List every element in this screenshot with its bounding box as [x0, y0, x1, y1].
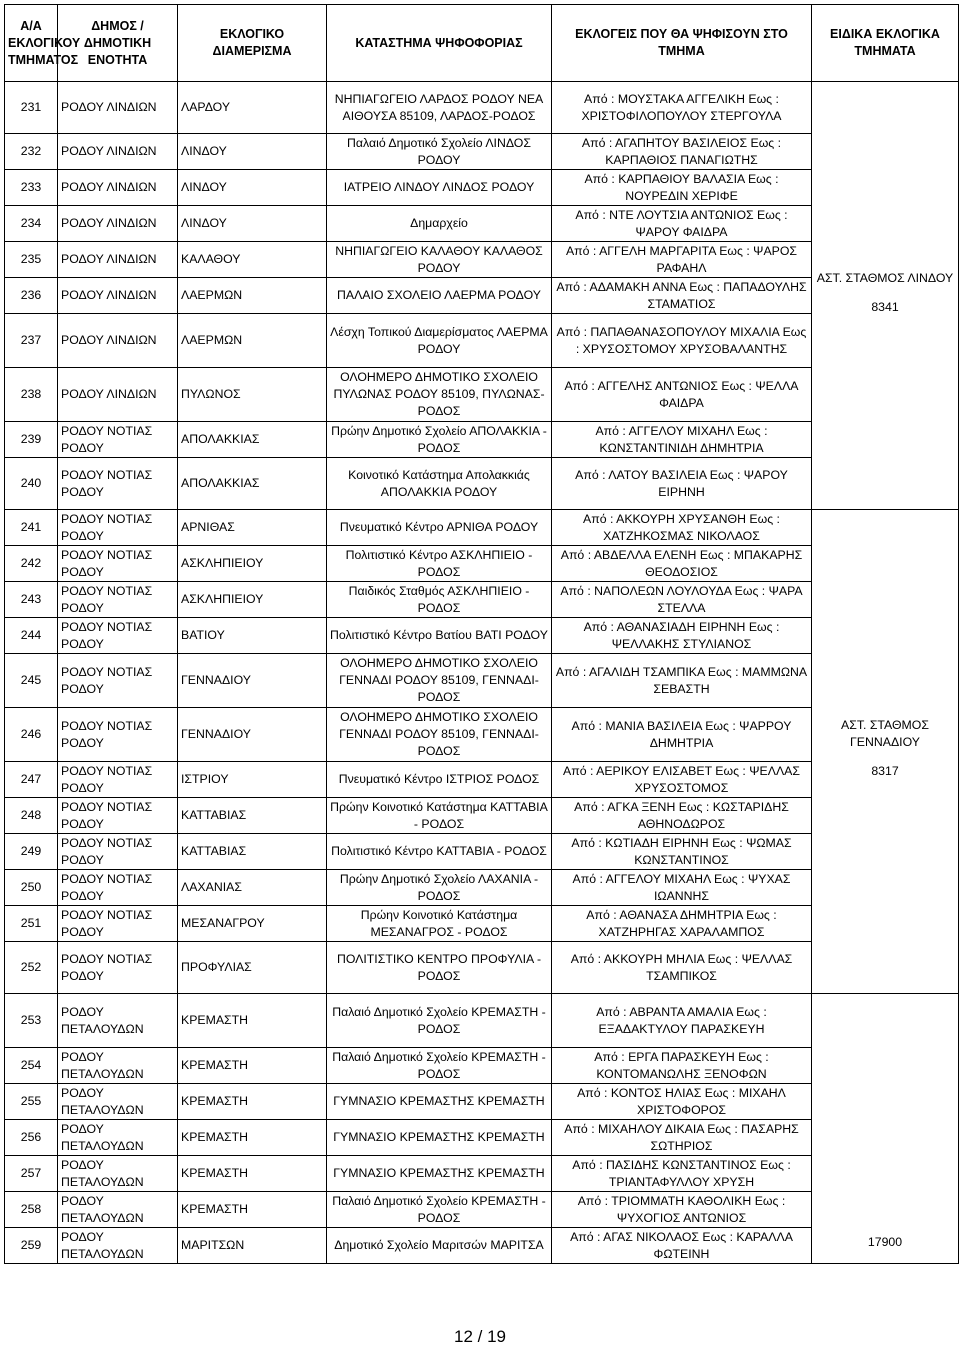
header-eidika: ΕΙΔΙΚΑ ΕΚΛΟΓΙΚΑ ΤΜΗΜΑΤΑ — [812, 5, 959, 82]
section-number: 238 — [5, 368, 58, 422]
municipality-cell: ΡΟΔΟΥ ΝΟΤΙΑΣ ΡΟΔΟΥ — [58, 510, 178, 546]
section-number: 236 — [5, 278, 58, 314]
section-number: 252 — [5, 942, 58, 994]
municipality-cell: ΡΟΔΟΥ ΠΕΤΑΛΟΥΔΩΝ — [58, 1228, 178, 1264]
section-number: 245 — [5, 654, 58, 708]
district-cell: ΛΑΡΔΟΥ — [178, 82, 327, 134]
section-number: 251 — [5, 906, 58, 942]
polling-place-cell: ΝΗΠΙΑΓΩΓΕΙΟ ΚΑΛΑΘΟΥ ΚΑΛΑΘΟΣ ΡΟΔΟΥ — [327, 242, 552, 278]
section-number: 250 — [5, 870, 58, 906]
voters-range-cell: Από : ΑΓΚΑ ΞΕΝΗ Εως : ΚΩΣΤΑΡΙΔΗΣ ΑΘΗΝΟΔΩΡΟΣ — [552, 798, 812, 834]
district-cell: ΜΑΡΙΤΣΩΝ — [178, 1228, 327, 1264]
voters-range-cell: Από : ΜΟΥΣΤΑΚΑ ΑΓΓΕΛΙΚΗ Εως : ΧΡΙΣΤΟΦΙΛΟΠΟΥΛΟΥ ΣΤΕΡΓΟΥΛΑ — [552, 82, 812, 134]
special-section-label: ΑΣΤ. ΣΤΑΘΜΟΣ ΛΙΝΔΟΥ — [816, 270, 954, 285]
polling-place-cell: Πρώην Κοινοτικό Κατάστημα ΜΕΣΑΝΑΓΡΟΣ - ΡΟΔΟΣ — [327, 906, 552, 942]
municipality-cell: ΡΟΔΟΥ ΠΕΤΑΛΟΥΔΩΝ — [58, 1120, 178, 1156]
section-number: 248 — [5, 798, 58, 834]
municipality-cell: ΡΟΔΟΥ ΠΕΤΑΛΟΥΔΩΝ — [58, 1084, 178, 1120]
page-number: 12 / 19 — [454, 1327, 506, 1346]
voters-range-cell: Από : ΑΓΑΣ ΝΙΚΟΛΑΟΣ Εως : ΚΑΡΑΛΛΑ ΦΩΤΕΙΝΗ — [552, 1228, 812, 1264]
voters-range-cell: Από : ΚΩΤΙΑΔΗ ΕΙΡΗΝΗ Εως : ΨΩΜΑΣ ΚΩΝΣΤΑΝΤΙΝΟΣ — [552, 834, 812, 870]
voters-range-cell: Από : ΑΓΓΕΛΟΥ ΜΙΧΑΗΛ Εως : ΨΥΧΑΣ ΙΩΑΝΝΗΣ — [552, 870, 812, 906]
section-number: 244 — [5, 618, 58, 654]
district-cell: ΚΡΕΜΑΣΤΗ — [178, 1156, 327, 1192]
district-cell: ΛΙΝΔΟΥ — [178, 206, 327, 242]
table-header-row — [5, 5, 959, 82]
special-section-cell — [812, 82, 959, 510]
section-number: 253 — [5, 994, 58, 1048]
municipality-cell: ΡΟΔΟΥ ΛΙΝΔΙΩΝ — [58, 242, 178, 278]
municipality-cell: ΡΟΔΟΥ ΛΙΝΔΙΩΝ — [58, 314, 178, 368]
district-cell: ΛΑΧΑΝΙΑΣ — [178, 870, 327, 906]
municipality-cell: ΡΟΔΟΥ ΝΟΤΙΑΣ ΡΟΔΟΥ — [58, 618, 178, 654]
district-cell: ΚΑΤΤΑΒΙΑΣ — [178, 798, 327, 834]
voters-range-cell: Από : ΠΑΠΑΘΑΝΑΣΟΠΟΥΛΟΥ ΜΙΧΑΛΙΑ Εως : ΧΡΥΣΟΣΤΟΜΟΥ ΧΡΥΣΟΒΑΛΑΝΤΗΣ — [552, 314, 812, 368]
district-cell: ΛΙΝΔΟΥ — [178, 134, 327, 170]
voters-range-cell: Από : ΝΑΠΟΛΕΩΝ ΛΟΥΛΟΥΔΑ Εως : ΨΑΡΑ ΣΤΕΛΛΑ — [552, 582, 812, 618]
voters-range-cell: Από : ΝΤΕ ΛΟΥΤΣΙΑ ΑΝΤΩΝΙΟΣ Εως : ΨΑΡΟΥ ΦΑΙΔΡΑ — [552, 206, 812, 242]
special-section-cell — [812, 994, 959, 1264]
polling-place-cell: Πρώην Κοινοτικό Κατάστημα ΚΑΤΤΑΒΙΑ - ΡΟΔΟΣ — [327, 798, 552, 834]
polling-place-cell: Πολιτιστικό Κέντρο Βατίου ΒΑΤΙ ΡΟΔΟΥ — [327, 618, 552, 654]
polling-place-cell: Παλαιό Δημοτικό Σχολείο ΚΡΕΜΑΣΤΗ - ΡΟΔΟΣ — [327, 1048, 552, 1084]
municipality-cell: ΡΟΔΟΥ ΝΟΤΙΑΣ ΡΟΔΟΥ — [58, 582, 178, 618]
voters-range-cell: Από : ΛΑΤΟΥ ΒΑΣΙΛΕΙΑ Εως : ΨΑΡΟΥ ΕΙΡΗΝΗ — [552, 458, 812, 510]
special-section-code: 8317 — [871, 764, 899, 778]
voters-range-cell: Από : ΑΒΡΑΝΤΑ ΑΜΑΛΙΑ Εως : ΕΞΑΔΑΚΤΥΛΟΥ ΠΑΡΑΣΚΕΥΗ — [552, 994, 812, 1048]
district-cell: ΑΣΚΛΗΠΙΕΙΟΥ — [178, 582, 327, 618]
section-number: 233 — [5, 170, 58, 206]
header-ekloges: ΕΚΛΟΓΕΙΣ ΠΟΥ ΘΑ ΨΗΦΙΣΟΥΝ ΣΤΟ ΤΜΗΜΑ — [552, 5, 812, 82]
section-number: 256 — [5, 1120, 58, 1156]
municipality-cell: ΡΟΔΟΥ ΛΙΝΔΙΩΝ — [58, 82, 178, 134]
voters-range-cell: Από : ΑΚΚΟΥΡΗ ΧΡΥΣΑΝΘΗ Εως : ΧΑΤΖΗΚΟΣΜΑΣ ΝΙΚΟΛΑΟΣ — [552, 510, 812, 546]
polling-place-cell: ΠΟΛΙΤΙΣΤΙΚΟ ΚΕΝΤΡΟ ΠΡΟΦΥΛΙΑ - ΡΟΔΟΣ — [327, 942, 552, 994]
municipality-cell: ΡΟΔΟΥ ΝΟΤΙΑΣ ΡΟΔΟΥ — [58, 422, 178, 458]
polling-place-cell: Πνευματικό Κέντρο ΙΣΤΡΙΟΣ ΡΟΔΟΣ — [327, 762, 552, 798]
header-diamerisma: ΕΚΛΟΓΙΚΟ ΔΙΑΜΕΡΙΣΜΑ — [178, 5, 327, 82]
district-cell: ΛΙΝΔΟΥ — [178, 170, 327, 206]
municipality-cell: ΡΟΔΟΥ ΠΕΤΑΛΟΥΔΩΝ — [58, 994, 178, 1048]
voters-range-cell: Από : ΑΓΑΛΙΔΗ ΤΣΑΜΠΙΚΑ Εως : ΜΑΜΜΩΝΑ ΣΕΒΑΣΤΗ — [552, 654, 812, 708]
voters-range-cell: Από : ΑΓΓΕΛΗ ΜΑΡΓΑΡΙΤΑ Εως : ΨΑΡΟΣ ΡΑΦΑΗΛ — [552, 242, 812, 278]
district-cell: ΚΡΕΜΑΣΤΗ — [178, 1084, 327, 1120]
table-body — [5, 82, 959, 1264]
municipality-cell: ΡΟΔΟΥ ΛΙΝΔΙΩΝ — [58, 206, 178, 242]
district-cell: ΠΥΛΩΝΟΣ — [178, 368, 327, 422]
district-cell: ΛΑΕΡΜΩΝ — [178, 278, 327, 314]
polling-place-cell: Παλαιό Δημοτικό Σχολείο ΚΡΕΜΑΣΤΗ - ΡΟΔΟΣ — [327, 1192, 552, 1228]
section-number: 237 — [5, 314, 58, 368]
municipality-cell: ΡΟΔΟΥ ΛΙΝΔΙΩΝ — [58, 170, 178, 206]
polling-place-cell: Πνευματικό Κέντρο ΑΡΝΙΘΑ ΡΟΔΟΥ — [327, 510, 552, 546]
district-cell: ΚΡΕΜΑΣΤΗ — [178, 1120, 327, 1156]
voters-range-cell: Από : ΜΑΝΙΑ ΒΑΣΙΛΕΙΑ Εως : ΨΑΡΡΟΥ ΔΗΜΗΤΡΙΑ — [552, 708, 812, 762]
municipality-cell: ΡΟΔΟΥ ΝΟΤΙΑΣ ΡΟΔΟΥ — [58, 708, 178, 762]
table-row — [5, 82, 959, 134]
section-number: 235 — [5, 242, 58, 278]
municipality-cell: ΡΟΔΟΥ ΝΟΤΙΑΣ ΡΟΔΟΥ — [58, 546, 178, 582]
municipality-cell: ΡΟΔΟΥ ΠΕΤΑΛΟΥΔΩΝ — [58, 1156, 178, 1192]
polling-place-cell: ΓΥΜΝΑΣΙΟ ΚΡΕΜΑΣΤΗΣ ΚΡΕΜΑΣΤΗ — [327, 1156, 552, 1192]
section-number: 242 — [5, 546, 58, 582]
district-cell: ΛΑΕΡΜΩΝ — [178, 314, 327, 368]
municipality-cell: ΡΟΔΟΥ ΛΙΝΔΙΩΝ — [58, 134, 178, 170]
section-number: 231 — [5, 82, 58, 134]
header-dimos: ΔΗΜΟΣ / ΔΗΜΟΤΙΚΗ ΕΝΟΤΗΤΑ — [58, 5, 178, 82]
polling-place-cell: Λέσχη Τοπικού Διαμερίσματος ΛΑΕΡΜΑ ΡΟΔΟΥ — [327, 314, 552, 368]
municipality-cell: ΡΟΔΟΥ ΠΕΤΑΛΟΥΔΩΝ — [58, 1192, 178, 1228]
voters-range-cell: Από : ΚΑΡΠΑΘΙΟΥ ΒΑΛΑΣΙΑ Εως : ΝΟΥΡΕΔΙΝ ΧΕΡΙΦΕ — [552, 170, 812, 206]
municipality-cell: ΡΟΔΟΥ ΝΟΤΙΑΣ ΡΟΔΟΥ — [58, 834, 178, 870]
municipality-cell: ΡΟΔΟΥ ΛΙΝΔΙΩΝ — [58, 278, 178, 314]
voters-range-cell: Από : ΑΒΔΕΛΛΑ ΕΛΕΝΗ Εως : ΜΠΑΚΑΡΗΣ ΘΕΟΔΟΣΙΟΣ — [552, 546, 812, 582]
polling-place-cell: Δημαρχείο — [327, 206, 552, 242]
special-section-code: 8341 — [871, 299, 899, 314]
polling-stations-table — [4, 4, 959, 1264]
voters-range-cell: Από : ΑΚΚΟΥΡΗ ΜΗΛΙΑ Εως : ΨΕΛΛΑΣ ΤΣΑΜΠΙΚΟΣ — [552, 942, 812, 994]
section-number: 249 — [5, 834, 58, 870]
section-number: 257 — [5, 1156, 58, 1192]
polling-place-cell: ΟΛΟΗΜΕΡΟ ΔΗΜΟΤΙΚΟ ΣΧΟΛΕΙΟ ΠΥΛΩΝΑΣ ΡΟΔΟΥ 85109, ΠΥΛΩΝΑΣ-ΡΟΔΟΣ — [327, 368, 552, 422]
polling-place-cell: Κοινοτικό Κατάστημα Απολακκιάς ΑΠΟΛΑΚΚΙΑ ΡΟΔΟΥ — [327, 458, 552, 510]
voters-range-cell: Από : ΠΑΣΙΔΗΣ ΚΩΝΣΤΑΝΤΙΝΟΣ Εως : ΤΡΙΑΝΤΑΦΥΛΛΟΥ ΧΡΥΣΗ — [552, 1156, 812, 1192]
section-number: 234 — [5, 206, 58, 242]
polling-place-cell: Πολιτιστικό Κέντρο ΑΣΚΛΗΠΙΕΙΟ - ΡΟΔΟΣ — [327, 546, 552, 582]
district-cell: ΠΡΟΦΥΛΙΑΣ — [178, 942, 327, 994]
section-number: 240 — [5, 458, 58, 510]
municipality-cell: ΡΟΔΟΥ ΠΕΤΑΛΟΥΔΩΝ — [58, 1048, 178, 1084]
polling-place-cell: Παλαιό Δημοτικό Σχολείο ΚΡΕΜΑΣΤΗ - ΡΟΔΟΣ — [327, 994, 552, 1048]
table-row — [5, 994, 959, 1048]
polling-place-cell: Δημοτικό Σχολείο Μαριτσών ΜΑΡΙΤΣΑ — [327, 1228, 552, 1264]
district-cell: ΙΣΤΡΙΟΥ — [178, 762, 327, 798]
polling-place-cell: ΙΑΤΡΕΙΟ ΛΙΝΔΟΥ ΛΙΝΔΟΣ ΡΟΔΟΥ — [327, 170, 552, 206]
section-number: 255 — [5, 1084, 58, 1120]
district-cell: ΚΑΛΑΘΟΥ — [178, 242, 327, 278]
polling-place-cell: ΟΛΟΗΜΕΡΟ ΔΗΜΟΤΙΚΟ ΣΧΟΛΕΙΟ ΓΕΝΝΑΔΙ ΡΟΔΟΥ 85109, ΓΕΝΝΑΔΙ-ΡΟΔΟΣ — [327, 654, 552, 708]
section-number: 246 — [5, 708, 58, 762]
section-number: 239 — [5, 422, 58, 458]
voters-range-cell: Από : ΑΓΓΕΛΗΣ ΑΝΤΩΝΙΟΣ Εως : ΨΕΛΛΑ ΦΑΙΔΡΑ — [552, 368, 812, 422]
voters-range-cell: Από : ΑΘΑΝΑΣΑ ΔΗΜΗΤΡΙΑ Εως : ΧΑΤΖΗΡΗΓΑΣ ΧΑΡΑΛΑΜΠΟΣ — [552, 906, 812, 942]
district-cell: ΓΕΝΝΑΔΙΟΥ — [178, 708, 327, 762]
municipality-cell: ΡΟΔΟΥ ΛΙΝΔΙΩΝ — [58, 368, 178, 422]
polling-place-cell: Παλαιό Δημοτικό Σχολείο ΛΙΝΔΟΣ ΡΟΔΟΥ — [327, 134, 552, 170]
district-cell: ΚΡΕΜΑΣΤΗ — [178, 994, 327, 1048]
special-section-code: 17900 — [867, 1235, 903, 1249]
district-cell: ΚΡΕΜΑΣΤΗ — [178, 1192, 327, 1228]
section-number: 258 — [5, 1192, 58, 1228]
section-number: 232 — [5, 134, 58, 170]
section-number: 259 — [5, 1228, 58, 1264]
polling-place-cell: ΓΥΜΝΑΣΙΟ ΚΡΕΜΑΣΤΗΣ ΚΡΕΜΑΣΤΗ — [327, 1120, 552, 1156]
municipality-cell: ΡΟΔΟΥ ΝΟΤΙΑΣ ΡΟΔΟΥ — [58, 870, 178, 906]
polling-place-cell: Πρώην Δημοτικό Σχολείο ΛΑΧΑΝΙΑ - ΡΟΔΟΣ — [327, 870, 552, 906]
polling-place-cell: ΠΑΛΑΙΟ ΣΧΟΛΕΙΟ ΛΑΕΡΜΑ ΡΟΔΟΥ — [327, 278, 552, 314]
polling-place-cell: Πολιτιστικό Κέντρο ΚΑΤΤΑΒΙΑ - ΡΟΔΟΣ — [327, 834, 552, 870]
section-number: 241 — [5, 510, 58, 546]
polling-place-cell: Παιδικός Σταθμός ΑΣΚΛΗΠΙΕΙΟ - ΡΟΔΟΣ — [327, 582, 552, 618]
polling-place-cell: ΝΗΠΙΑΓΩΓΕΙΟ ΛΑΡΔΟΣ ΡΟΔΟΥ ΝΕΑ ΑΙΘΟΥΣΑ 85109, ΛΑΡΔΟΣ-ΡΟΔΟΣ — [327, 82, 552, 134]
polling-place-cell: ΓΥΜΝΑΣΙΟ ΚΡΕΜΑΣΤΗΣ ΚΡΕΜΑΣΤΗ — [327, 1084, 552, 1120]
district-cell: ΑΠΟΛΑΚΚΙΑΣ — [178, 458, 327, 510]
section-number: 243 — [5, 582, 58, 618]
municipality-cell: ΡΟΔΟΥ ΝΟΤΙΑΣ ΡΟΔΟΥ — [58, 654, 178, 708]
voters-range-cell: Από : ΚΟΝΤΟΣ ΗΛΙΑΣ Εως : ΜΙΧΑΗΛ ΧΡΙΣΤΟΦΟΡΟΣ — [552, 1084, 812, 1120]
voters-range-cell: Από : ΑΔΑΜΑΚΗ ΑΝΝΑ Εως : ΠΑΠΑΔΟΥΛΗΣ ΣΤΑΜΑΤΙΟΣ — [552, 278, 812, 314]
special-section-cell — [812, 510, 959, 994]
district-cell: ΑΣΚΛΗΠΙΕΙΟΥ — [178, 546, 327, 582]
district-cell: ΑΠΟΛΑΚΚΙΑΣ — [178, 422, 327, 458]
district-cell: ΚΑΤΤΑΒΙΑΣ — [178, 834, 327, 870]
municipality-cell: ΡΟΔΟΥ ΝΟΤΙΑΣ ΡΟΔΟΥ — [58, 942, 178, 994]
special-section-label: ΑΣΤ. ΣΤΑΘΜΟΣ ΓΕΝΝΑΔΙΟΥ — [841, 718, 929, 749]
district-cell: ΚΡΕΜΑΣΤΗ — [178, 1048, 327, 1084]
header-katastima: ΚΑΤΑΣΤΗΜΑ ΨΗΦΟΦΟΡΙΑΣ — [327, 5, 552, 82]
voters-range-cell: Από : ΑΘΑΝΑΣΙΑΔΗ ΕΙΡΗΝΗ Εως : ΨΕΛΛΑΚΗΣ ΣΤΥΛΙΑΝΟΣ — [552, 618, 812, 654]
district-cell: ΑΡΝΙΘΑΣ — [178, 510, 327, 546]
municipality-cell: ΡΟΔΟΥ ΝΟΤΙΑΣ ΡΟΔΟΥ — [58, 458, 178, 510]
voters-range-cell: Από : ΑΓΑΠΗΤΟΥ ΒΑΣΙΛΕΙΟΣ Εως : ΚΑΡΠΑΘΙΟΣ ΠΑΝΑΓΙΩΤΗΣ — [552, 134, 812, 170]
polling-place-cell: ΟΛΟΗΜΕΡΟ ΔΗΜΟΤΙΚΟ ΣΧΟΛΕΙΟ ΓΕΝΝΑΔΙ ΡΟΔΟΥ 85109, ΓΕΝΝΑΔΙ-ΡΟΔΟΣ — [327, 708, 552, 762]
voters-range-cell: Από : ΜΙΧΑΗΛΟΥ ΔΙΚΑΙΑ Εως : ΠΑΣΑΡΗΣ ΣΩΤΗΡΙΟΣ — [552, 1120, 812, 1156]
district-cell: ΓΕΝΝΑΔΙΟΥ — [178, 654, 327, 708]
header-no: Α/Α ΕΚΛΟΓΙΚΟΥ ΤΜΗΜΑΤΟΣ — [5, 5, 58, 82]
voters-range-cell: Από : ΕΡΓΑ ΠΑΡΑΣΚΕΥΗ Εως : ΚΟΝΤΟΜΑΝΩΛΗΣ ΞΕΝΟΦΩΝ — [552, 1048, 812, 1084]
table-row — [5, 510, 959, 546]
section-number: 247 — [5, 762, 58, 798]
municipality-cell: ΡΟΔΟΥ ΝΟΤΙΑΣ ΡΟΔΟΥ — [58, 798, 178, 834]
municipality-cell: ΡΟΔΟΥ ΝΟΤΙΑΣ ΡΟΔΟΥ — [58, 906, 178, 942]
section-number: 254 — [5, 1048, 58, 1084]
voters-range-cell: Από : ΑΓΓΕΛΟΥ ΜΙΧΑΗΛ Εως : ΚΩΝΣΤΑΝΤΙΝΙΔΗ ΔΗΜΗΤΡΙΑ — [552, 422, 812, 458]
polling-place-cell: Πρώην Δημοτικό Σχολείο ΑΠΟΛΑΚΚΙΑ - ΡΟΔΟΣ — [327, 422, 552, 458]
district-cell: ΜΕΣΑΝΑΓΡΟΥ — [178, 906, 327, 942]
voters-range-cell: Από : ΑΕΡΙΚΟΥ ΕΛΙΣΑΒΕΤ Εως : ΨΕΛΛΑΣ ΧΡΥΣΟΣΤΟΜΟΣ — [552, 762, 812, 798]
municipality-cell: ΡΟΔΟΥ ΝΟΤΙΑΣ ΡΟΔΟΥ — [58, 762, 178, 798]
voters-range-cell: Από : ΤΡΙΟΜΜΑΤΗ ΚΑΘΟΛΙΚΗ Εως : ΨΥΧΟΓΙΟΣ ΑΝΤΩΝΙΟΣ — [552, 1192, 812, 1228]
district-cell: ΒΑΤΙΟΥ — [178, 618, 327, 654]
